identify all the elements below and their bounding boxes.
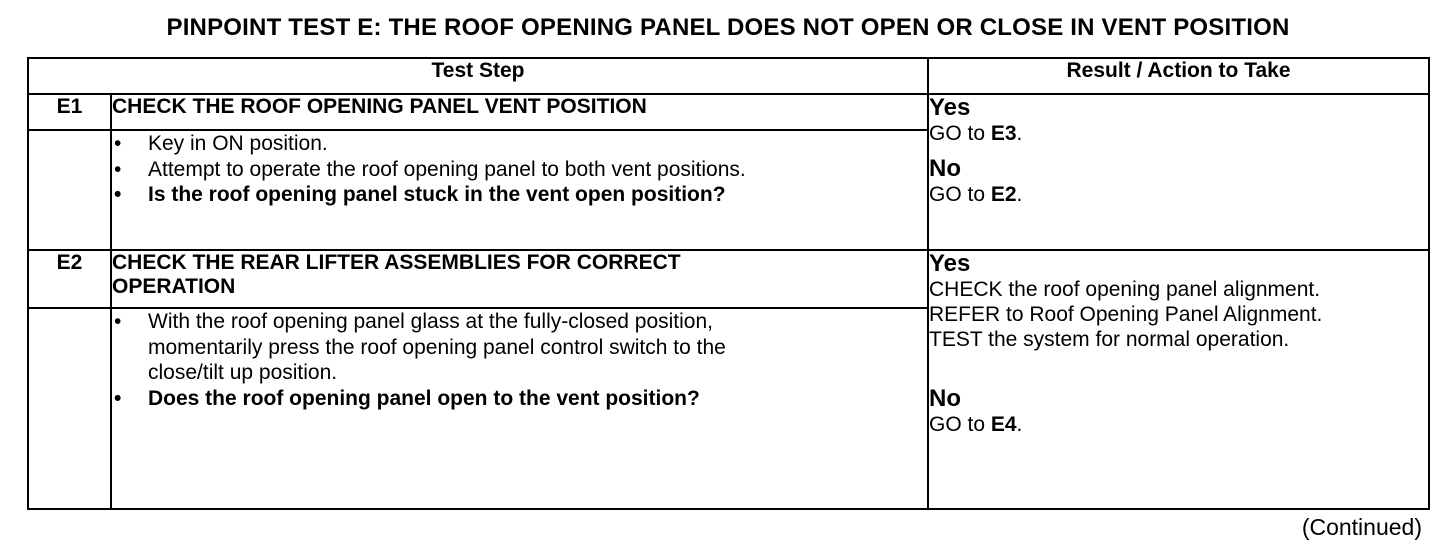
list-item: • Does the roof opening panel open to the vent position? — [112, 386, 927, 412]
step-reference: E4 — [990, 413, 1017, 436]
step-id: E1 — [28, 94, 111, 130]
pinpoint-test-table — [27, 57, 1430, 510]
step-instructions — [111, 130, 928, 250]
result-label: Yes — [929, 250, 971, 277]
result-line: GO to E2. — [929, 183, 1023, 206]
step-name: CHECK THE REAR LIFTER ASSEMBLIES FOR CORRECT OPERATION — [111, 250, 928, 308]
table-header-row — [28, 58, 1429, 94]
result-label: No — [929, 155, 961, 182]
page-title: PINPOINT TEST E: THE ROOF OPENING PANEL DOES NOT OPEN OR CLOSE IN VENT POSITION — [166, 14, 1290, 41]
result-label: Yes — [929, 94, 971, 121]
header-result-action: Result / Action to Take — [928, 58, 1429, 94]
result-line: REFER to Roof Opening Panel Alignment. — [929, 303, 1323, 326]
list-item: • Attempt to operate the roof opening panel to both vent positions. — [112, 157, 927, 183]
result-label: No — [929, 385, 961, 412]
header-test-step: Test Step — [28, 58, 928, 94]
step-e1-title-row — [28, 94, 1429, 130]
result-yes — [929, 251, 1428, 352]
result-no — [929, 156, 1428, 207]
step-e2-title-row — [28, 250, 1429, 308]
step-e1-results — [928, 94, 1429, 250]
result-line: GO to E3. — [929, 122, 1023, 145]
list-item: • With the roof opening panel glass at the fully-closed position, momentarily press the roof opening panel control switch to the close/tilt up position. — [112, 309, 927, 386]
step-reference: E2 — [990, 183, 1017, 206]
result-line: TEST the system for normal operation. — [929, 328, 1290, 351]
step-reference: E3 — [990, 122, 1017, 145]
step-name: CHECK THE ROOF OPENING PANEL VENT POSITION — [111, 94, 928, 130]
step-id: E2 — [28, 250, 111, 308]
result-line: GO to E4. — [929, 413, 1023, 436]
result-yes — [929, 95, 1428, 146]
result-no — [929, 386, 1428, 437]
list-item: • Is the roof opening panel stuck in the vent open position? — [112, 182, 927, 208]
continued-note: (Continued) — [1301, 514, 1422, 540]
step-e2-results — [928, 250, 1429, 509]
result-line: CHECK the roof opening panel alignment. — [929, 278, 1321, 301]
list-item: • Key in ON position. — [112, 131, 927, 157]
step-instructions — [111, 308, 928, 509]
